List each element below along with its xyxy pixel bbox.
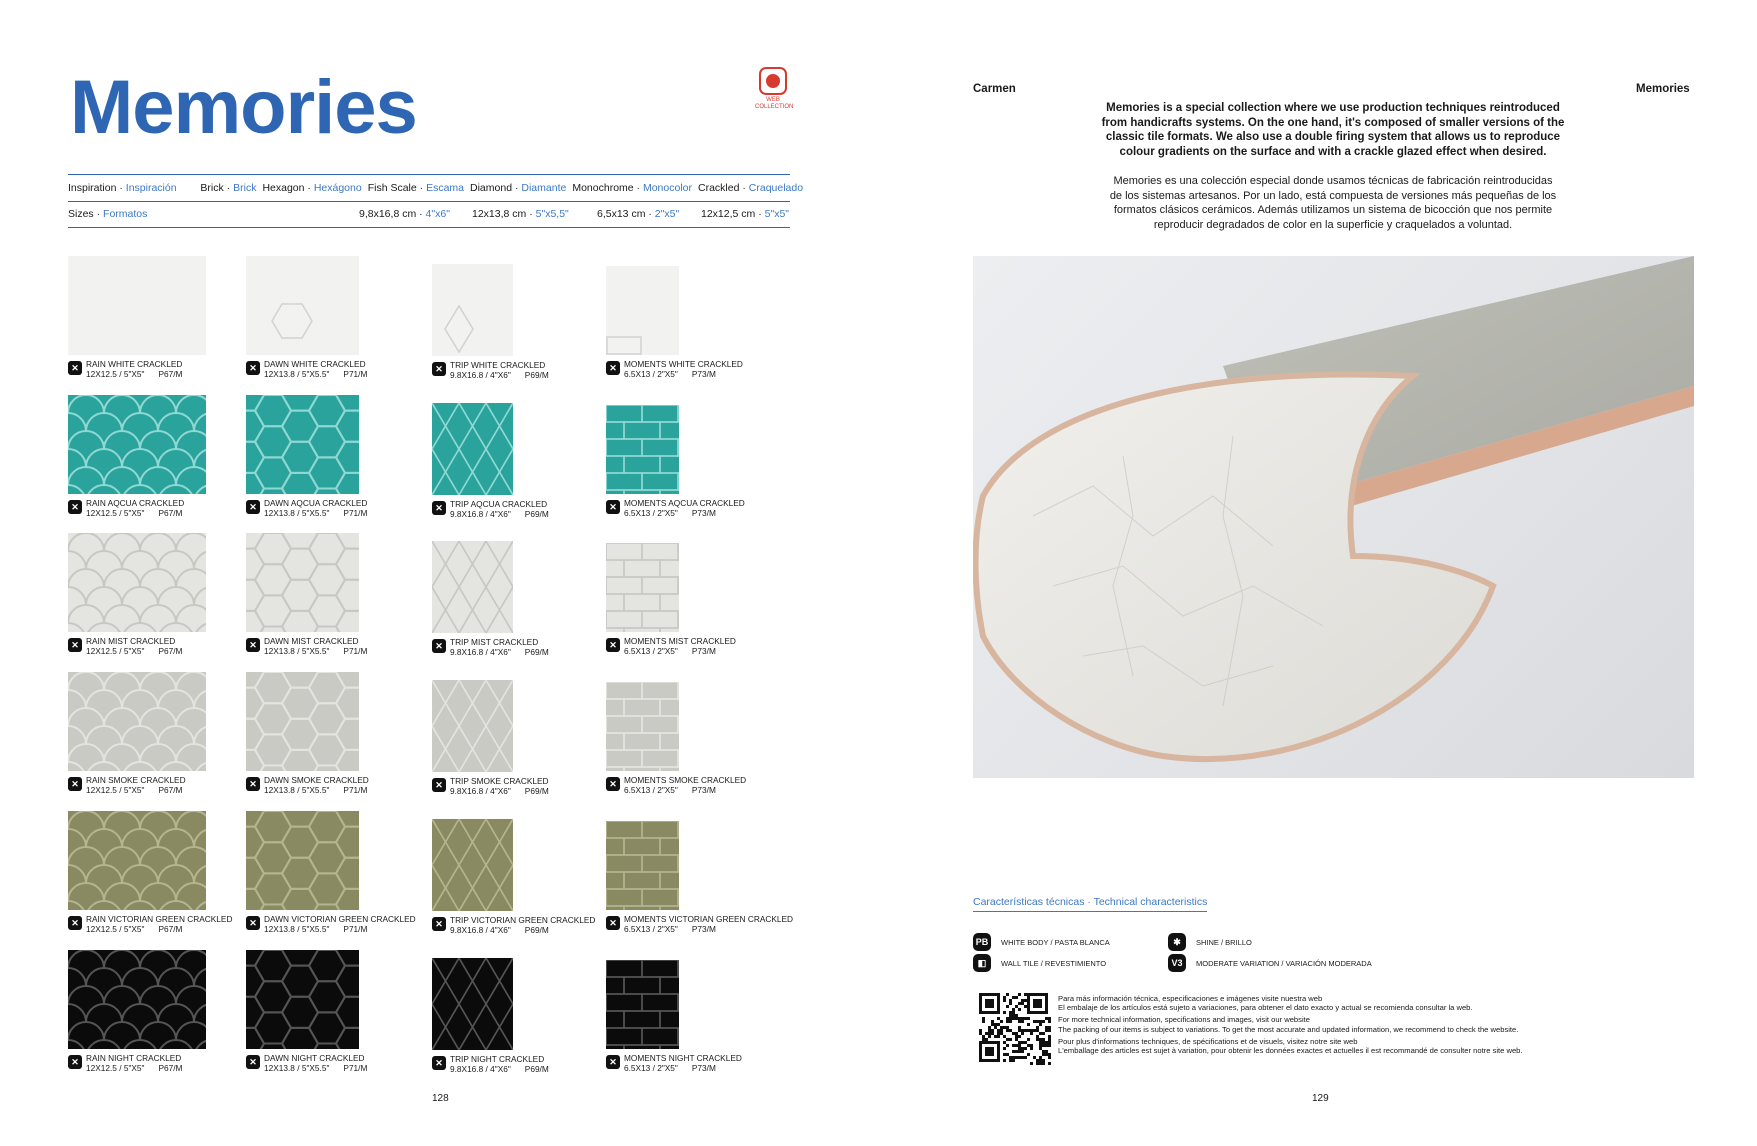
tile-pattern bbox=[246, 256, 359, 355]
tile-size: 12X12.5 / 5"X5" bbox=[86, 1063, 145, 1073]
tile-type-icon: ✕ bbox=[68, 1055, 82, 1069]
web-collection-badge[interactable] bbox=[755, 67, 794, 111]
tile-price: P69/M bbox=[524, 786, 549, 796]
tile-pattern bbox=[68, 672, 206, 771]
tile-swatch[interactable] bbox=[68, 950, 206, 1049]
tile-price: P73/M bbox=[691, 785, 716, 795]
tile-pattern bbox=[246, 811, 359, 910]
tile-type-icon: ✕ bbox=[432, 362, 446, 376]
tile-type-icon: ✕ bbox=[246, 916, 260, 930]
tile-size: 6.5X13 / 2"X5" bbox=[624, 508, 678, 518]
tile-size: 12X12.5 / 5"X5" bbox=[86, 785, 145, 795]
description-es: Memories es una colección especial donde usamos técnicas de fabricación reintroducidas de los sistemas artesanos. Por un lado, está compuesta de versiones más pequeñas de los formatos clásicos cerámicos. Además utilizamos un sistema de bicocción que nos permite reproducir degradados de color en la superficie y craquelados a voluntad. bbox=[1109, 175, 1557, 231]
tile-price: P71/M bbox=[343, 785, 368, 795]
tile-price: P69/M bbox=[524, 647, 549, 657]
tile-price: P71/M bbox=[343, 369, 368, 379]
shine-icon: ✱ bbox=[1168, 933, 1186, 951]
tile-name: RAIN SMOKE CRACKLED bbox=[86, 775, 186, 785]
tile-name: TRIP WHITE CRACKLED bbox=[450, 360, 546, 370]
tile-size: 12X12.5 / 5"X5" bbox=[86, 646, 145, 656]
tile-name: DAWN SMOKE CRACKLED bbox=[264, 775, 369, 785]
tile-type-icon: ✕ bbox=[432, 501, 446, 515]
tile-name: RAIN WHITE CRACKLED bbox=[86, 359, 183, 369]
tile-price: P71/M bbox=[343, 924, 368, 934]
tile-pattern bbox=[606, 543, 679, 632]
tile-name: DAWN NIGHT CRACKLED bbox=[264, 1053, 365, 1063]
tile-pattern bbox=[68, 950, 206, 1049]
tile-name: DAWN WHITE CRACKLED bbox=[264, 359, 366, 369]
tile-swatch[interactable] bbox=[606, 960, 679, 1049]
tile-price: P73/M bbox=[691, 924, 716, 934]
tile-swatch[interactable] bbox=[432, 403, 513, 495]
tile-swatch[interactable] bbox=[606, 682, 679, 771]
page-number-right: 129 bbox=[1312, 1093, 1329, 1104]
tile-type-icon: ✕ bbox=[606, 638, 620, 652]
tile-type-icon: ✕ bbox=[246, 777, 260, 791]
tile-name: RAIN AQCUA CRACKLED bbox=[86, 498, 185, 508]
tile-price: P67/M bbox=[158, 785, 183, 795]
tile-pattern bbox=[68, 811, 206, 910]
size-item: 12x13,8 cm · 5"x5,5" bbox=[472, 208, 569, 220]
pb-icon: PB bbox=[973, 933, 991, 951]
tile-swatch[interactable] bbox=[68, 395, 206, 494]
tile-pattern bbox=[68, 256, 206, 355]
tile-price: P71/M bbox=[343, 1063, 368, 1073]
header-left: Carmen bbox=[973, 83, 1016, 95]
inspiration-item: Brick · Brick bbox=[200, 182, 257, 194]
qr-code[interactable] bbox=[979, 993, 1051, 1065]
inspiration-item: Monochrome · Monocolor bbox=[572, 182, 692, 194]
tile-size: 12X12.5 / 5"X5" bbox=[86, 369, 145, 379]
tile-pattern bbox=[68, 395, 206, 494]
tile-size: 9.8X16.8 / 4"X6" bbox=[450, 786, 511, 796]
tile-size: 6.5X13 / 2"X5" bbox=[624, 646, 678, 656]
tile-size: 12X12.5 / 5"X5" bbox=[86, 508, 145, 518]
tile-pattern bbox=[246, 533, 359, 632]
tile-swatch[interactable] bbox=[68, 811, 206, 910]
web-label: WEB COLLECTION bbox=[755, 97, 794, 110]
tile-size: 6.5X13 / 2"X5" bbox=[624, 924, 678, 934]
tile-swatch[interactable] bbox=[246, 256, 359, 355]
tile-swatch[interactable] bbox=[246, 533, 359, 632]
tile-name: TRIP NIGHT CRACKLED bbox=[450, 1054, 545, 1064]
tile-pattern bbox=[432, 958, 513, 1050]
tile-pattern bbox=[68, 533, 206, 632]
tile-price: P67/M bbox=[158, 924, 183, 934]
tile-size: 9.8X16.8 / 4"X6" bbox=[450, 509, 511, 519]
tile-swatch[interactable] bbox=[432, 958, 513, 1050]
tile-type-icon: ✕ bbox=[606, 500, 620, 514]
tile-name: DAWN AQCUA CRACKLED bbox=[264, 498, 368, 508]
inspiration-bar: Inspiration · Inspiración Brick · Brick Hexagon · Hexágono Fish Scale · Escama Diamond · Diamante Monochrome · Monocolor Crackled · Craquelado bbox=[68, 174, 790, 202]
tile-name: TRIP MIST CRACKLED bbox=[450, 637, 539, 647]
tile-price: P67/M bbox=[158, 369, 183, 379]
tile-name: TRIP AQCUA CRACKLED bbox=[450, 499, 548, 509]
tile-size: 9.8X16.8 / 4"X6" bbox=[450, 370, 511, 380]
collection-title: Memories bbox=[70, 65, 417, 150]
tile-photo-illustration bbox=[973, 256, 1694, 778]
tile-price: P71/M bbox=[343, 508, 368, 518]
tile-pattern bbox=[606, 405, 679, 494]
tile-size: 12X13.8 / 5"X5.5" bbox=[264, 1063, 330, 1073]
tile-price: P69/M bbox=[524, 925, 549, 935]
tile-pattern bbox=[432, 680, 513, 772]
tile-swatch[interactable] bbox=[606, 405, 679, 494]
tile-name: DAWN VICTORIAN GREEN CRACKLED bbox=[264, 914, 416, 924]
sizes-bar: Sizes · Formatos 9,8x16,8 cm · 4"x6" 12x13,8 cm · 5"x5,5" 6,5x13 cm · 2"x5" 12x12,5 cm · 5"x5" bbox=[68, 201, 790, 228]
tile-size: 12X13.8 / 5"X5.5" bbox=[264, 785, 330, 795]
tile-swatch[interactable] bbox=[606, 821, 679, 910]
tile-size: 12X13.8 / 5"X5.5" bbox=[264, 508, 330, 518]
tile-size: 12X13.8 / 5"X5.5" bbox=[264, 924, 330, 934]
tile-pattern bbox=[246, 950, 359, 1049]
tile-type-icon: ✕ bbox=[68, 361, 82, 375]
tile-swatch[interactable] bbox=[246, 672, 359, 771]
tile-size: 9.8X16.8 / 4"X6" bbox=[450, 1064, 511, 1074]
tile-price: P73/M bbox=[691, 646, 716, 656]
tile-pattern bbox=[432, 819, 513, 911]
tile-swatch[interactable] bbox=[68, 672, 206, 771]
tile-pattern bbox=[432, 403, 513, 495]
inspiration-item: Diamond · Diamante bbox=[470, 182, 567, 194]
tile-size: 9.8X16.8 / 4"X6" bbox=[450, 647, 511, 657]
tile-type-icon: ✕ bbox=[68, 638, 82, 652]
inspiration-item: Hexagon · Hexágono bbox=[262, 182, 362, 194]
size-item: 9,8x16,8 cm · 4"x6" bbox=[359, 208, 450, 220]
tile-name: MOMENTS WHITE CRACKLED bbox=[624, 359, 743, 369]
tile-size: 9.8X16.8 / 4"X6" bbox=[450, 925, 511, 935]
tile-price: P73/M bbox=[691, 1063, 716, 1073]
tile-type-icon: ✕ bbox=[606, 1055, 620, 1069]
size-item: 12x12,5 cm · 5"x5" bbox=[701, 208, 790, 220]
tile-type-icon: ✕ bbox=[68, 916, 82, 930]
tile-swatch[interactable] bbox=[432, 264, 513, 356]
tile-price: P73/M bbox=[691, 508, 716, 518]
tile-price: P67/M bbox=[158, 1063, 183, 1073]
tile-name: RAIN NIGHT CRACKLED bbox=[86, 1053, 182, 1063]
size-item: 6,5x13 cm · 2"x5" bbox=[597, 208, 680, 220]
tile-swatch[interactable] bbox=[432, 541, 513, 633]
v3-icon: V3 bbox=[1168, 954, 1186, 972]
tech-characteristics-title: Características técnicas · Technical characteristics bbox=[973, 896, 1207, 912]
tile-swatch[interactable] bbox=[246, 395, 359, 494]
tile-pattern bbox=[432, 264, 513, 356]
tile-pattern bbox=[606, 682, 679, 771]
tile-type-icon: ✕ bbox=[432, 778, 446, 792]
tile-price: P69/M bbox=[524, 509, 549, 519]
tile-price: P67/M bbox=[158, 508, 183, 518]
tile-name: TRIP VICTORIAN GREEN CRACKLED bbox=[450, 915, 596, 925]
tile-price: P69/M bbox=[524, 1064, 549, 1074]
tile-swatch[interactable] bbox=[246, 811, 359, 910]
tile-type-icon: ✕ bbox=[246, 361, 260, 375]
globe-icon bbox=[759, 67, 787, 95]
tile-name: MOMENTS AQCUA CRACKLED bbox=[624, 498, 745, 508]
tile-name: TRIP SMOKE CRACKLED bbox=[450, 776, 549, 786]
tile-pattern bbox=[606, 960, 679, 1049]
tile-name: MOMENTS NIGHT CRACKLED bbox=[624, 1053, 742, 1063]
tile-pattern bbox=[246, 672, 359, 771]
tile-swatch[interactable] bbox=[606, 543, 679, 632]
header-right: Memories bbox=[1636, 83, 1690, 95]
tile-name: MOMENTS VICTORIAN GREEN CRACKLED bbox=[624, 914, 794, 924]
tile-type-icon: ✕ bbox=[246, 638, 260, 652]
tile-size: 12X13.8 / 5"X5.5" bbox=[264, 646, 330, 656]
tile-type-icon: ✕ bbox=[432, 1056, 446, 1070]
inspiration-item: Crackled · Craquelado bbox=[698, 182, 804, 194]
tile-pattern bbox=[432, 541, 513, 633]
tile-swatch[interactable] bbox=[432, 819, 513, 911]
tile-price: P67/M bbox=[158, 646, 183, 656]
tile-size: 12X12.5 / 5"X5" bbox=[86, 924, 145, 934]
description-en: Memories is a special collection where we use production techniques reintroduced from handicrafts systems. On the one hand, it's composed of smaller versions of the classic tile formats. We also use a double firing system that allows us to reproduce colour gradients on the surface and with a crackle glazed effect when desired. bbox=[1101, 102, 1565, 158]
tile-swatch[interactable] bbox=[432, 680, 513, 772]
product-photo bbox=[973, 256, 1694, 778]
tile-swatch[interactable] bbox=[68, 533, 206, 632]
tile-pattern bbox=[606, 266, 679, 355]
wall-tile-icon: ◧ bbox=[973, 954, 991, 972]
page-number-left: 128 bbox=[432, 1093, 449, 1104]
tile-pattern bbox=[246, 395, 359, 494]
tile-size: 6.5X13 / 2"X5" bbox=[624, 1063, 678, 1073]
tile-price: P71/M bbox=[343, 646, 368, 656]
tile-price: P73/M bbox=[691, 369, 716, 379]
tile-name: MOMENTS MIST CRACKLED bbox=[624, 636, 736, 646]
tile-name: RAIN MIST CRACKLED bbox=[86, 636, 176, 646]
tile-type-icon: ✕ bbox=[68, 777, 82, 791]
website-info: Para más información técnica, especificaciones e imágenes visite nuestra web El embalaje de los artículos está sujeto a variaciones, para obtener el dato exacto y actual se recomienda consultar la web. For more technical information, specifications and images, visit our website The packing of our items is subject to variations. To get the most accurate and updated information, we recommend to check the website. Pour plus d'informations techniques, de spécifications et de visuels, visitez notre site web L'emballage des articles est sujet à variation, pour obtenir les données exactes et actuelles il est recommandé de consulter notre site web. bbox=[1058, 994, 1523, 1056]
tile-swatch[interactable] bbox=[68, 256, 206, 355]
tile-type-icon: ✕ bbox=[432, 917, 446, 931]
tile-swatch[interactable] bbox=[606, 266, 679, 355]
inspiration-item: Fish Scale · Escama bbox=[367, 182, 465, 194]
tile-size: 6.5X13 / 2"X5" bbox=[624, 785, 678, 795]
tile-name: DAWN MIST CRACKLED bbox=[264, 636, 359, 646]
tile-type-icon: ✕ bbox=[246, 1055, 260, 1069]
tile-pattern bbox=[606, 821, 679, 910]
tile-size: 6.5X13 / 2"X5" bbox=[624, 369, 678, 379]
tile-type-icon: ✕ bbox=[246, 500, 260, 514]
tile-price: P69/M bbox=[524, 370, 549, 380]
tile-swatch[interactable] bbox=[246, 950, 359, 1049]
tile-type-icon: ✕ bbox=[68, 500, 82, 514]
tile-type-icon: ✕ bbox=[606, 916, 620, 930]
tile-type-icon: ✕ bbox=[432, 639, 446, 653]
tile-name: MOMENTS SMOKE CRACKLED bbox=[624, 775, 747, 785]
tile-type-icon: ✕ bbox=[606, 361, 620, 375]
tile-name: RAIN VICTORIAN GREEN CRACKLED bbox=[86, 914, 233, 924]
tile-size: 12X13.8 / 5"X5.5" bbox=[264, 369, 330, 379]
tile-type-icon: ✕ bbox=[606, 777, 620, 791]
